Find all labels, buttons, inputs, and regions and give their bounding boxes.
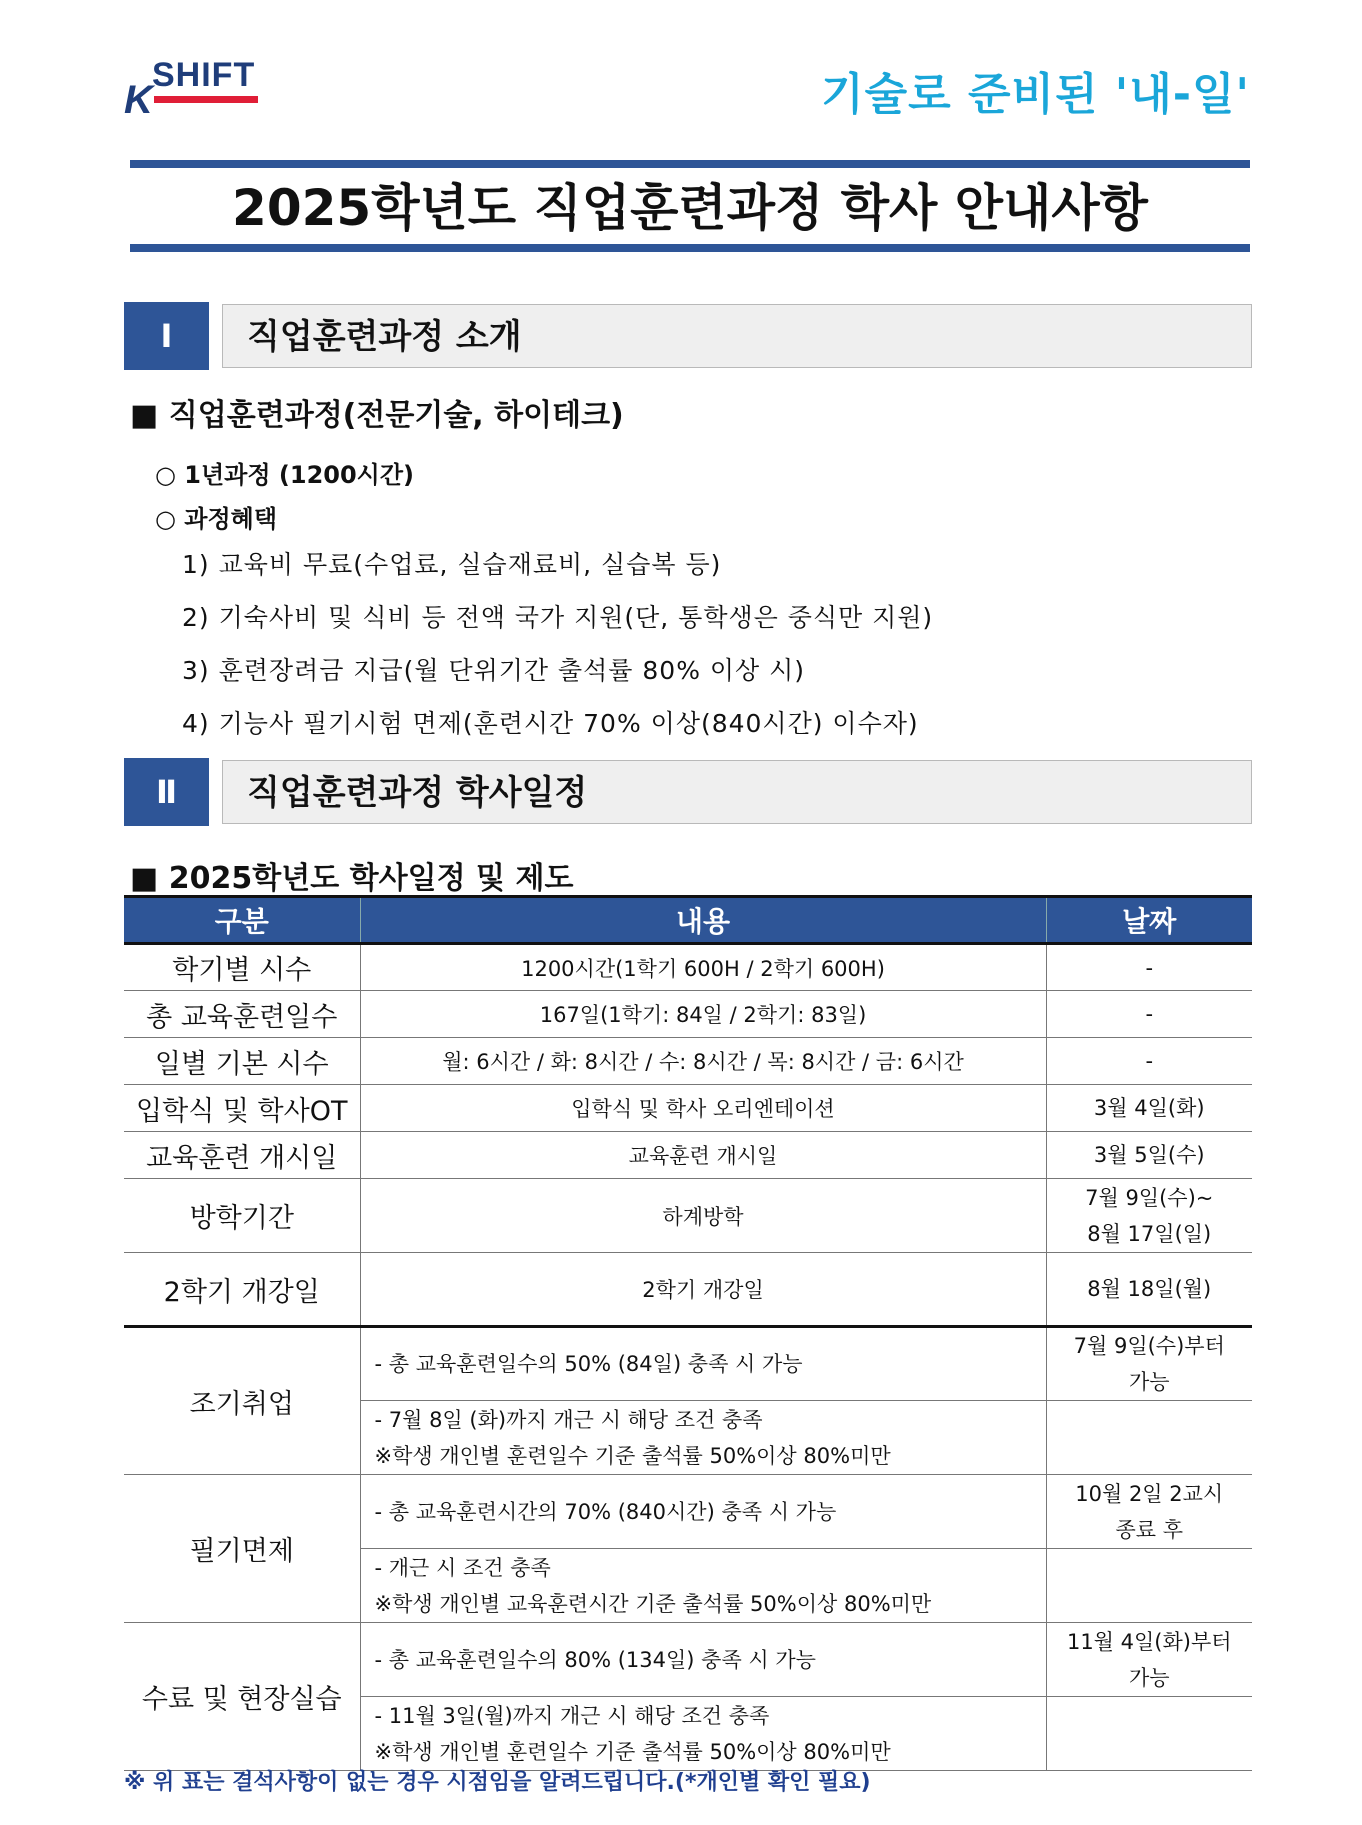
date-line: 8월 17일(일) [1087, 1221, 1212, 1246]
note-line: - 7월 8일 (화)까지 개근 시 해당 조건 충족 [374, 1407, 763, 1432]
table-row [124, 1623, 1252, 1697]
table-row [124, 991, 1252, 1038]
benefit-item: 1) 교육비 무료(수업료, 실습재료비, 실습복 등) [182, 550, 722, 579]
title-rule-top [130, 160, 1250, 168]
benefit-item: 4) 기능사 필기시험 면제(훈련시간 70% 이상(840시간) 이수자) [182, 709, 919, 738]
group-note [360, 1697, 1046, 1771]
row-content: 월: 6시간 / 화: 8시간 / 수: 8시간 / 목: 8시간 / 금: 6시간 [360, 1038, 1046, 1085]
logo-shift-text: SHIFT [152, 56, 256, 94]
date-line: 11월 4일(화)부터 [1066, 1629, 1232, 1654]
row-date: 3월 5일(수) [1046, 1132, 1252, 1179]
kshift-logo [124, 56, 264, 122]
group-date-empty [1046, 1697, 1252, 1771]
row-content: 2학기 개강일 [360, 1253, 1046, 1327]
date-line: 7월 9일(수)부터 [1073, 1334, 1225, 1358]
table-row [124, 1327, 1252, 1401]
group-condition: - 총 교육훈련시간의 70% (840시간) 충족 시 가능 [360, 1475, 1046, 1549]
group-note [360, 1549, 1046, 1623]
slogan: 기술로 준비된 '내-일' [821, 69, 1250, 120]
group-date-empty [1046, 1549, 1252, 1623]
logo-red-bar [154, 96, 258, 103]
group-condition: - 총 교육훈련일수의 80% (134일) 충족 시 가능 [360, 1623, 1046, 1697]
note-line: ※학생 개인별 훈련일수 기준 출석률 50%이상 80%미만 [374, 1443, 891, 1468]
logo-k-letter: K [124, 78, 153, 122]
page-title: 2025학년도 직업훈련과정 학사 안내사항 [232, 179, 1148, 237]
header-content: 내용 [360, 897, 1046, 944]
row-date [1046, 1179, 1252, 1253]
benefit-item: 3) 훈련장려금 지급(월 단위기간 출석률 80% 이상 시) [182, 656, 806, 685]
row-date: 3월 4일(화) [1046, 1085, 1252, 1132]
note-line: ※학생 개인별 교육훈련시간 기준 출석률 50%이상 80%미만 [374, 1591, 932, 1616]
course-length: ○ 1년과정 (1200시간) [155, 461, 415, 489]
row-date: - [1046, 1038, 1252, 1085]
row-content: 입학식 및 학사 오리엔테이션 [360, 1085, 1046, 1132]
row-date: - [1046, 944, 1252, 991]
group-condition: - 총 교육훈련일수의 50% (84일) 충족 시 가능 [360, 1327, 1046, 1401]
table-row [124, 1253, 1252, 1327]
date-line: 7월 9일(수)~ [1085, 1185, 1214, 1210]
group-date [1046, 1327, 1252, 1401]
group-date-empty [1046, 1401, 1252, 1475]
footnote: ※ 위 표는 결석사항이 없는 경우 시점임을 알려드립니다.(*개인별 확인 필요) [124, 1770, 871, 1795]
row-category: 입학식 및 학사OT [124, 1085, 360, 1132]
header-date: 날짜 [1046, 897, 1252, 944]
row-content: 167일(1학기: 84일 / 2학기: 83일) [360, 991, 1046, 1038]
group-category: 필기면제 [124, 1475, 360, 1623]
row-category: 2학기 개강일 [124, 1253, 360, 1327]
date-line: 가능 [1128, 1665, 1170, 1690]
table-header-row [124, 897, 1252, 944]
row-date: - [1046, 991, 1252, 1038]
row-category: 학기별 시수 [124, 944, 360, 991]
date-line: 종료 후 [1115, 1517, 1184, 1542]
table-row [124, 1179, 1252, 1253]
note-line: - 11월 3일(월)까지 개근 시 해당 조건 충족 [374, 1703, 770, 1728]
row-content: 교육훈련 개시일 [360, 1132, 1046, 1179]
row-category: 일별 기본 시수 [124, 1038, 360, 1085]
row-content: 하계방학 [360, 1179, 1046, 1253]
section-1-number: Ⅰ [124, 302, 209, 370]
date-line: 가능 [1128, 1370, 1170, 1394]
row-content: 1200시간(1학기 600H / 2학기 600H) [360, 944, 1046, 991]
table-row [124, 1475, 1252, 1549]
course-benefits-heading: ○ 과정혜택 [155, 505, 278, 533]
group-date [1046, 1623, 1252, 1697]
row-category: 방학기간 [124, 1179, 360, 1253]
section-1-title: 직업훈련과정 소개 [222, 304, 1252, 368]
table-row [124, 1038, 1252, 1085]
section-2-number: Ⅱ [124, 758, 209, 826]
benefit-item: 2) 기숙사비 및 식비 등 전액 국가 지원(단, 통학생은 중식만 지원) [182, 603, 934, 632]
table-row [124, 1085, 1252, 1132]
group-date [1046, 1475, 1252, 1549]
row-date: 8월 18일(월) [1046, 1253, 1252, 1327]
row-category: 총 교육훈련일수 [124, 991, 360, 1038]
group-category: 조기취업 [124, 1327, 360, 1475]
section-2-title: 직업훈련과정 학사일정 [222, 760, 1252, 824]
table-row [124, 944, 1252, 991]
section-1-subheading: ■ 직업훈련과정(전문기술, 하이테크) [130, 398, 624, 433]
note-line: - 개근 시 조건 충족 [374, 1555, 551, 1580]
group-note [360, 1401, 1046, 1475]
group-category: 수료 및 현장실습 [124, 1623, 360, 1771]
header-category: 구분 [124, 897, 360, 944]
row-category: 교육훈련 개시일 [124, 1132, 360, 1179]
note-line: ※학생 개인별 훈련일수 기준 출석률 50%이상 80%미만 [374, 1739, 891, 1764]
table-row [124, 1132, 1252, 1179]
schedule-table [124, 895, 1252, 1771]
date-line: 10월 2일 2교시 [1075, 1481, 1224, 1506]
title-rule-bottom [130, 244, 1250, 252]
section-2-subheading: ■ 2025학년도 학사일정 및 제도 [130, 861, 574, 896]
